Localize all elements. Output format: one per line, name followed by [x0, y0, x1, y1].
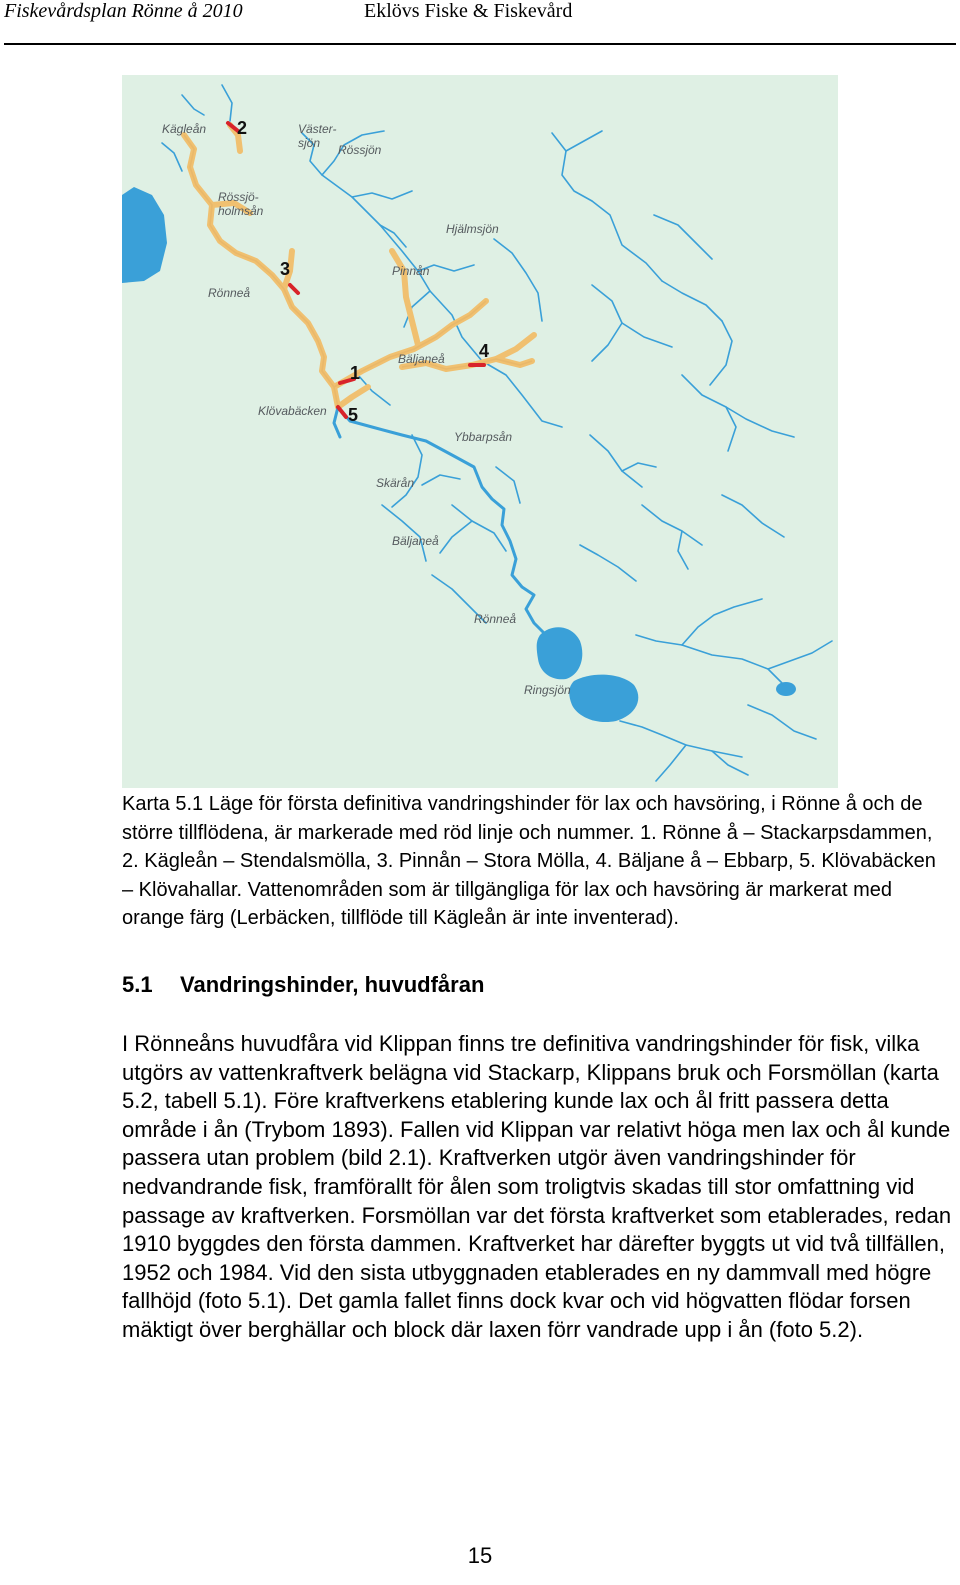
label-baljanea-upper: Bäljaneå [398, 352, 445, 366]
label-rossjoholmsan-line1: Rössjö- [218, 190, 259, 204]
label-pinnan: Pinnån [392, 264, 430, 278]
section-title: Vandringshinder, huvudfåran [180, 972, 485, 997]
river-map [122, 75, 838, 788]
label-klovabacken: Klövabäcken [258, 404, 327, 418]
body-paragraph: I Rönneåns huvudfåra vid Klippan finns tre definitiva vandringshinder för fisk, vilka utgörs av vattenkraftverk belägna vid Stackarp, Klippans bruk och Forsmöllan (karta 5.2, tabell 5.1). Före kraftverkens etablering kunde lax och ål fritt passera detta område i ån (Trybom 1893). Fallen vid Klippan var relativt höga men lax och ål kunde passera utan problem (bild 2.1). Kraftverken utgör även vandringshinder för nedvandrande fisk, framförallt för ålen som troligtvis skadas till stor omfattning vid passage av kraftverken. Forsmöllan var det första kraftverket som etablerades, redan 1910 byggdes den första dammen. Kraftverket har därefter byggts ut vid två tillfällen, 1952 och 1984. Vid den sista utbyggnaden etablerades en ny dammvall med högre fallhöjd (foto 5.1). Det gamla fallet finns dock kvar och vid högvatten flödar forsen mäktigt över berghällar och block där laxen förr vandrade upp i ån (foto 5.2). [122, 1031, 952, 1342]
map-caption: Karta 5.1 Läge för första definitiva vandringshinder för lax och havsöring, i Rönne å och de större tillflödena, är markerade med röd linje och nummer. 1. Rönne å – Stackarpsdammen, 2. Kägleån – Stendalsmölla, 3. Pinnån – Stora Mölla, 4. Bäljane å – Ebbarp, 5. Klövabäcken – Klövahallar. Vattenområden som är tillgängliga för lax och havsöring är markerat med orange färg (Lerbäcken, tillflöde till Kägleån är inte inventerad). [122, 793, 936, 929]
label-hjalmsjon: Hjälmsjön [446, 222, 499, 236]
section-number: 5.1 [122, 972, 153, 997]
lake-small-right [776, 682, 796, 696]
label-skaran: Skärån [376, 476, 415, 490]
header-rule [4, 43, 956, 45]
label-rossjoholmsan-line2: holmsån [218, 204, 264, 218]
marker-number-5: 5 [348, 405, 359, 425]
label-vastersjon-line2: sjön [298, 136, 321, 150]
page-header [0, 0, 960, 46]
header-document-title: Fiskevårdsplan Rönne å 2010 [4, 0, 243, 22]
page-number: 15 [467, 1543, 493, 1568]
label-rossjon: Rössjön [338, 143, 382, 157]
label-ronnea-lower: Rönneå [474, 612, 517, 626]
label-ybbarpsan: Ybbarpsån [454, 430, 513, 444]
label-ringsjon: Ringsjön [524, 683, 571, 697]
label-ronnea-upper: Rönneå [208, 286, 251, 300]
label-baljanea-lower: Bäljaneå [392, 534, 439, 548]
marker-number-2: 2 [237, 118, 248, 138]
marker-number-4: 4 [479, 341, 490, 361]
section-heading [122, 972, 484, 998]
marker-number-3: 3 [280, 259, 291, 279]
label-vastersjon-line1: Väster- [298, 122, 337, 136]
header-author: Eklövs Fiske & Fiskevård [364, 0, 573, 22]
marker-number-1: 1 [350, 363, 361, 383]
label-kaglean: Kägleån [162, 122, 207, 136]
